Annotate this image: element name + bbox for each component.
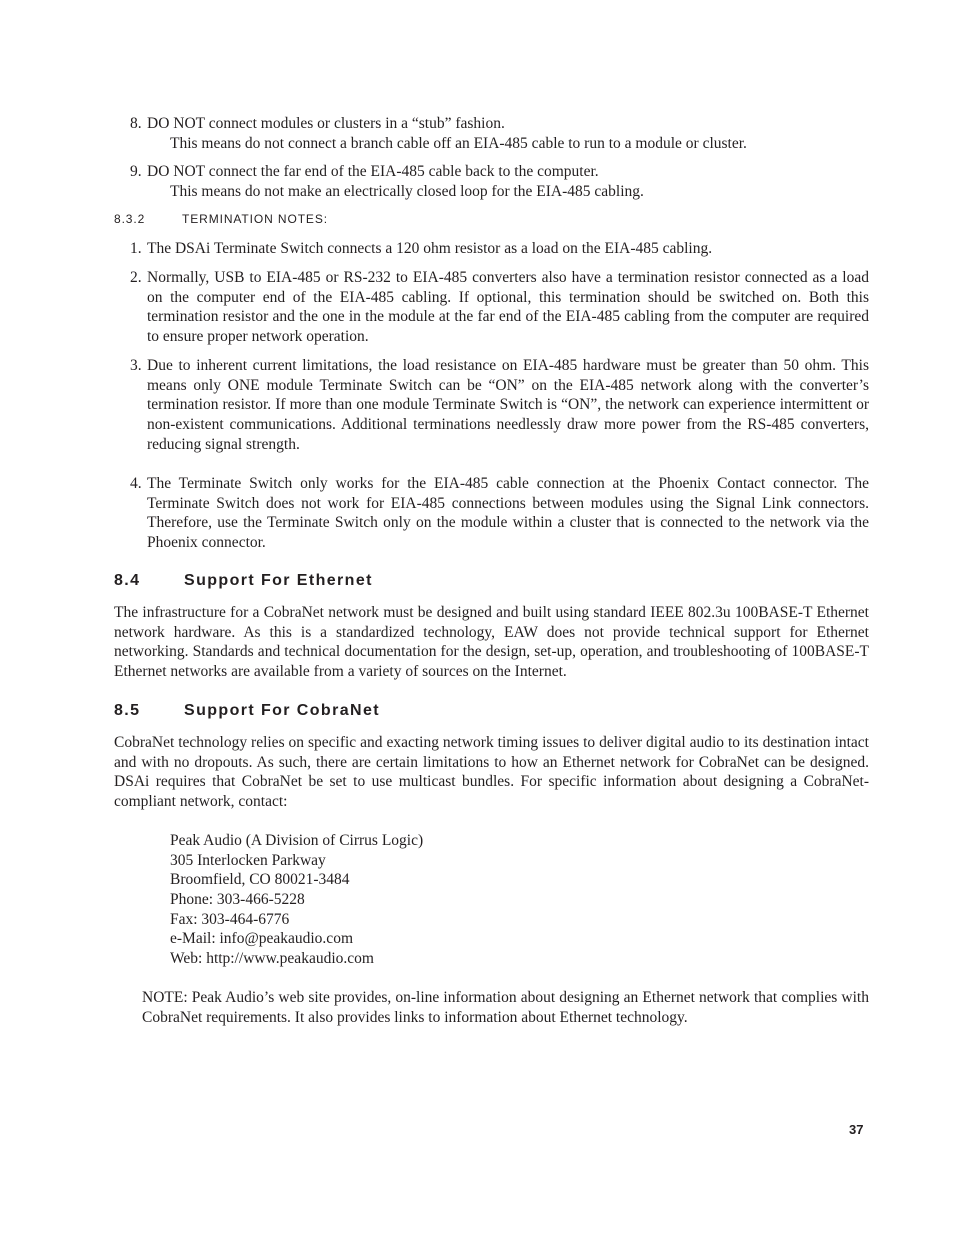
address-street: 305 Interlocken Parkway [170,851,326,869]
list-number: 1. [130,240,142,257]
subsection-number: 8.3.2 [114,212,146,226]
cobranet-note: NOTE: Peak Audio’s web site provides, on-line information about designing an Ethernet network that complies with CobraNet requirements. It also provides links to information about Ethernet technology. [142,989,869,1026]
list-text: The Terminate Switch only works for the EIA-485 cable connection at the Phoenix Contact connector. The Terminate Switch does not work for EIA-485 connections between modules using the Signal Link connectors. Therefore, use the Terminate Switch only on the module within a cluster that is connected to the network via the Phoenix connector. [147,475,869,552]
termination-note-4 [130,474,869,553]
page-number: 37 [849,1122,864,1137]
list-subtext: This means do not connect a branch cable off an EIA-485 cable to run to a module or cluster. [170,134,747,152]
subsection-heading [114,212,328,226]
list-number: 8. [130,115,142,132]
address-phone: Phone: 303-466-5228 [170,891,305,909]
termination-note-3 [130,356,869,455]
contact-address [170,831,570,969]
section-title: Support For Ethernet [184,572,373,589]
address-city: Broomfield, CO 80021-3484 [170,871,350,889]
section-title: Support For CobraNet [184,702,380,719]
address-fax: Fax: 303-464-6776 [170,910,290,928]
list-text: DO NOT connect the far end of the EIA-485 cable back to the computer. [147,163,599,180]
list-text: The DSAi Terminate Switch connects a 120 ohm resistor as a load on the EIA-485 cabling. [147,240,713,257]
list-number: 4. [130,475,142,492]
termination-note-1 [130,239,869,259]
cobranet-paragraph: CobraNet technology relies on specific and exacting network timing issues to deliver digital audio to its destination intact and with no dropouts. As such, there are certain limitations to how an Ethernet network for CobraNet can be designed. DSAi requires that CobraNet be set to use multicast bundles. For specific information about designing a CobraNet-compliant network, contact: [114,734,869,811]
section-number: 8.5 [114,702,141,719]
ethernet-paragraph: The infrastructure for a CobraNet network must be designed and built using standard IEEE 802.3u 100BASE-T Ethernet network hardware. As this is a standardized technology, EAW does not provide technical support for Ethernet networking. Standards and technical documentation for the design, set-up, operation, and troubleshooting of 100BASE-T Ethernet networks are available from a variety of sources on the Internet. [114,604,869,681]
list-text: Normally, USB to EIA-485 or RS-232 to EIA-485 converters also have a termination resistor connected as a load on the computer end of the EIA-485 cabling. If optional, this termination should be switched on. Both this termination resistor and the one in the module at the far end of the EIA-485 cabling from the computer are required to ensure proper network operation. [147,269,869,346]
list-number: 3. [130,357,142,374]
section-number: 8.4 [114,572,141,589]
list-item-9 [130,162,869,201]
address-email: e-Mail: info@peakaudio.com [170,930,353,948]
address-company: Peak Audio (A Division of Cirrus Logic) [170,832,424,849]
address-web: Web: http://www.peakaudio.com [170,950,374,968]
section-heading-cobranet [114,702,380,720]
list-text: Due to inherent current limitations, the load resistance on EIA-485 hardware must be greater than 50 ohm. This means only ONE module Terminate Switch can be “ON” on the EIA-485 network along with the converter’s termination resistor. If more than one module Terminate Switch is “ON”, the network can experience intermittent or non-existent communications. Additional terminations needlessly draw more power from the RS-485 converters, reducing signal strength. [147,357,869,453]
termination-note-2 [130,268,869,347]
subsection-title: TERMINATION NOTES: [182,212,328,226]
list-number: 9. [130,163,142,180]
section-heading-ethernet [114,572,373,590]
list-number: 2. [130,269,142,286]
list-text: DO NOT connect modules or clusters in a “stub” fashion. [147,115,505,132]
list-subtext: This means do not make an electrically closed loop for the EIA-485 cabling. [170,182,644,200]
list-item-8 [130,114,869,153]
